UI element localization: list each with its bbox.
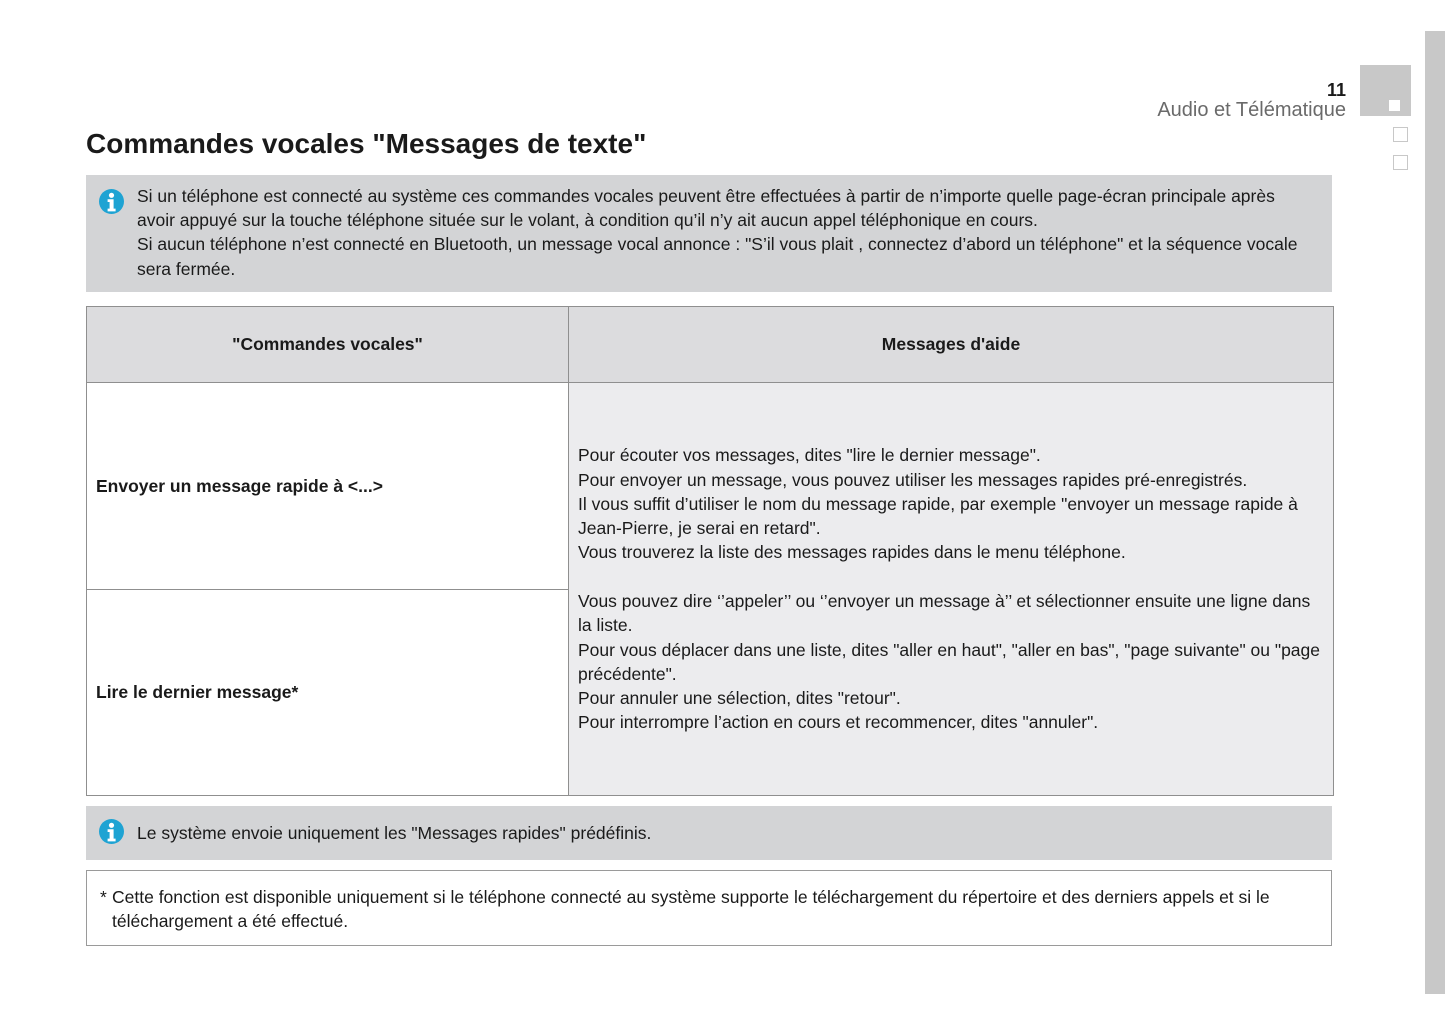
side-margin-bar (1425, 31, 1445, 994)
help-line: Pour écouter vos messages, dites "lire le dernier message". (578, 445, 1041, 466)
section-name: Audio et Télématique (1157, 99, 1346, 121)
help-line: Vous trouverez la liste des messages rapides dans le menu téléphone. (578, 542, 1126, 563)
help-line: Vous pouvez dire ‘’appeler’’ ou ‘’envoyer un message à’’ et sélectionner ensuite une ligne dans la liste. (578, 591, 1311, 636)
command-send-quick-message: Envoyer un message rapide à <...> (87, 383, 569, 590)
info-bottom-text: Le système envoie uniquement les "Messages rapides" prédéfinis. (137, 823, 652, 843)
table-header-row (87, 307, 1334, 383)
footnote-text: Cette fonction est disponible uniquement si le téléphone connecté au système supporte le téléchargement du répertoire et des derniers appels et si le téléchargement a été effectué. (112, 887, 1270, 932)
info-box-bottom (86, 806, 1332, 860)
column-header-help: Messages d'aide (569, 307, 1334, 383)
chapter-tab-2[interactable] (1393, 127, 1408, 142)
help-line: Pour vous déplacer dans une liste, dites "aller en haut", "aller en bas", "page suivante" ou "page précédente". (578, 639, 1321, 684)
voice-commands-table (86, 306, 1334, 796)
chapter-tab-active[interactable] (1360, 65, 1411, 116)
column-header-commands: "Commandes vocales" (87, 307, 569, 383)
help-messages-cell (569, 383, 1334, 796)
help-line: Pour envoyer un message, vous pouvez utiliser les messages rapides pré-enregistrés. (578, 469, 1248, 490)
table-row (87, 383, 1334, 590)
info-line-1: Si un téléphone est connecté au système ces commandes vocales peuvent être effectuées à partir de n’importe quelle page-écran principale après avoir appuyé sur la touche téléphone située sur le volant, à condition qu’il n’y ait aucun appel téléphonique en cours. (137, 186, 1275, 231)
footnote-marker: * (100, 887, 107, 907)
footnote-box (86, 870, 1332, 946)
help-line: Pour interrompre l’action en cours et recommencer, dites "annuler". (578, 712, 1099, 733)
page-number: 11 (1326, 80, 1346, 100)
tab-marker-icon (1389, 100, 1400, 111)
page-title: Commandes vocales "Messages de texte" (86, 128, 647, 159)
command-read-last-message: Lire le dernier message* (87, 590, 569, 796)
info-line-2: Si aucun téléphone n’est connecté en Bluetooth, un message vocal annonce : "S’il vous plait , connectez d’abord un téléphone" et la séquence vocale sera fermée. (137, 234, 1298, 279)
info-icon (99, 819, 124, 844)
help-line: Pour annuler une sélection, dites "retour". (578, 688, 901, 709)
info-icon (99, 189, 124, 214)
chapter-tab-3[interactable] (1393, 155, 1408, 170)
help-line: Il vous suffit d’utiliser le nom du message rapide, par exemple "envoyer un message rapide à Jean-Pierre, je serai en retard". (578, 493, 1298, 539)
info-box-top (86, 175, 1332, 292)
